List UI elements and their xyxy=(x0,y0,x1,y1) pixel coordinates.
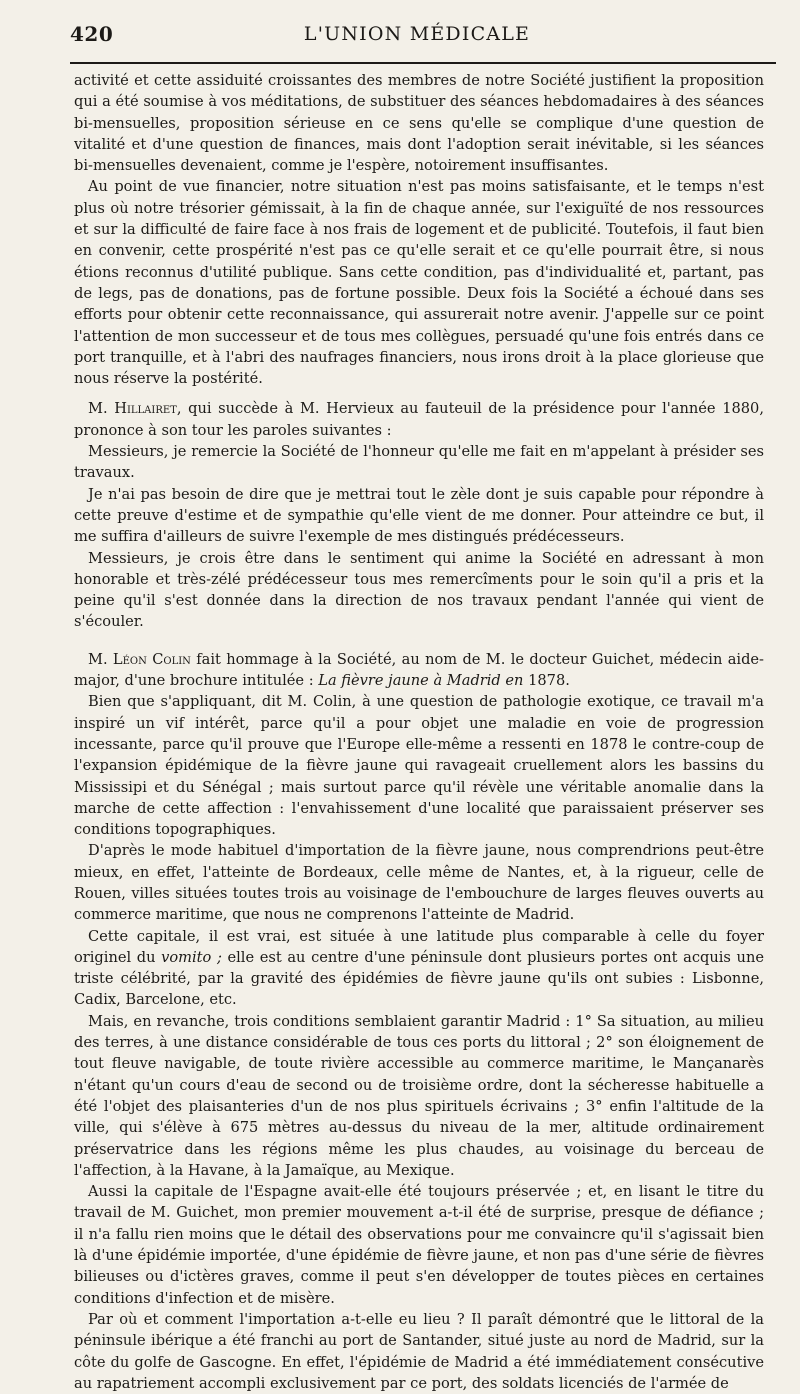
paragraph xyxy=(74,926,764,1011)
paragraph xyxy=(74,649,764,692)
paragraph: D'après le mode habituel d'importation de la fièvre jaune, nous comprendrions peut-être mieux, en effet, l'atteinte de Bordeaux, celle même de Nantes, et, à la rigueur, celle de Rouen, villes situées toutes trois au voisinage de l'embouchure de larges fleuves ouverts au commerce maritime, que nous ne comprenons l'atteinte de Madrid. xyxy=(74,842,764,924)
header-rule xyxy=(70,62,776,64)
page-header xyxy=(70,22,764,54)
paragraph-text: qui succède à M. Hervieux au fauteuil de la présidence pour l'année 1880, prononce à son tour les paroles suivantes : xyxy=(74,400,764,439)
speaker-name: M. Hillairet, xyxy=(88,400,182,418)
speaker-name: M. Léon Colin xyxy=(88,650,191,668)
paragraph: Messieurs, je crois être dans le sentiment qui anime la Société en adressant à mon honorable et très-zélé prédécesseur tous mes remercîments pour le soin qu'il a pris et la peine qu'il s'est donnée dans la direction de nos travaux pendant l'année qui vient de s'écouler. xyxy=(74,549,764,631)
page-number: 420 xyxy=(70,22,114,46)
paragraph xyxy=(74,398,764,441)
paragraph-text: fait hommage à la Société, au nom de M. le docteur Guichet, médecin aide-major, d'une brochure intitulée : xyxy=(74,650,764,690)
running-title: L'UNION MÉDICALE xyxy=(303,23,531,45)
paragraph: Par où et comment l'importation a-t-elle eu lieu ? Il paraît démontré que le littoral de la péninsule ibérique a été franchi au port de Santander, situé juste au nord de Madrid, sur la côte du golfe de Gascogne. En effet, l'épidémie de Madrid a été immédiatement consécutive au rapatriement accompli exclusivement par ce port, des soldats licenciés de l'armée de xyxy=(74,1310,764,1392)
paragraph-text: elle est au centre d'une péninsule dont plusieurs portes ont acquis une triste célébrité, par la gravité des épidémies de fièvre jaune qu'ils ont subies : Lisbonne, Cadix, Barcelone, etc. xyxy=(74,948,764,1009)
paragraph-text: 1878. xyxy=(523,672,570,690)
italic-term: vomito ; xyxy=(161,948,222,966)
paragraph: activité et cette assiduité croissantes des membres de notre Société justifient la proposition qui a été soumise à vos méditations, de substituer des séances hebdomadaires à des séances bi-mensuelles, proposition sérieuse en ce sens qu'elle se complique d'une question de vitalité et d'une question de finances, mais dont l'adoption serait inévitable, si les séances bi-mensuelles devenaient, comme je l'espère, notoirement insuffisantes. xyxy=(74,72,764,175)
paragraph: Aussi la capitale de l'Espagne avait-elle été toujours préservée ; et, en lisant le titre du travail de M. Guichet, mon premier mouvement a-t-il été de surprise, presque de défiance ; il n'a fallu rien moins que le détail des observations pour me convaincre qu'il s'agissait bien là d'une épidémie importée, d'une épidémie de fièvre jaune, et non pas d'une série de fièvres bilieuses ou d'ictères graves, comme il peut s'en développer de toutes pièces en certaines conditions d'infection et de misère. xyxy=(74,1183,764,1307)
brochure-title: La fièvre jaune à Madrid en xyxy=(318,672,524,690)
paragraph: Je n'ai pas besoin de dire que je mettrai tout le zèle dont je suis capable pour répondre à cette preuve d'estime et de sympathie qu'elle vient de me donner. Pour atteindre ce but, il me suffira d'ailleurs de suivre l'exemple de mes distingués prédécesseurs. xyxy=(74,485,764,546)
paragraph: Messieurs, je remercie la Société de l'honneur qu'elle me fait en m'appelant à présider ses travaux. xyxy=(74,443,764,482)
paragraph-text: Cette capitale, il est vrai, est située à une latitude plus comparable à celle du foyer originel du xyxy=(74,927,764,966)
paragraph: Mais, en revanche, trois conditions semblaient garantir Madrid : 1° Sa situation, au milieu des terres, à une distance considérable de tous ces ports du littoral ; 2° son éloignement de tout fleuve navigable, de toute rivière accessible au commerce maritime, le Mançanarès n'étant qu'un cours d'eau de second ou de troisième ordre, dont la sécheresse habituelle a été l'objet des plaisanteries d'un de nos plus spirituels écrivains ; 3° enfin l'altitude de la ville, qui s'élève à 675 mètres au-dessus du niveau de la mer, altitude ordinairement préservatrice dans les régions même les plus chaudes, au voisinage du berceau de l'affection, à la Havane, à la Jamaïque, au Mexique. xyxy=(74,1012,764,1179)
article-body xyxy=(74,70,764,1394)
paragraph: Au point de vue financier, notre situation n'est pas moins satisfaisante, et le temps n'est plus où notre trésorier gémissait, à la fin de chaque année, sur l'exiguïté de nos ressources et sur la difficulté de faire face à nos frais de logement et de publicité. Toutefois, il faut bien en convenir, cette prospérité n'est pas ce qu'elle serait et ce qu'elle pourrait être, si nous étions reconnus d'utilité publique. Sans cette condition, pas d'individualité et, partant, pas de legs, pas de donations, pas de fortune possible. Deux fois la Société a échoué dans ses efforts pour obtenir cette reconnaissance, qui assurerait notre avenir. J'appelle sur ce point l'attention de mon successeur et de tous mes collègues, persuadé qu'une fois entrés dans ce port tranquille, et à l'abri des naufrages financiers, nous irons droit à la place glorieuse que nous réserve la postérité. xyxy=(74,178,764,388)
paragraph: Bien que s'appliquant, dit M. Colin, à une question de pathologie exotique, ce travail m'a inspiré un vif intérêt, parce qu'il a pour objet une maladie en voie de progression incessante, parce qu'il prouve que l'Europe elle-même a ressenti en 1878 le contre-coup de l'expansion épidémique de la fièvre jaune qui ravageait cruellement alors les bassins du Mississipi et du Sénégal ; mais surtout parce qu'il révèle une véritable anomalie dans la marche de cette affection : l'envahissement d'une localité que paraissaient préserver ses conditions topographiques. xyxy=(74,693,764,839)
